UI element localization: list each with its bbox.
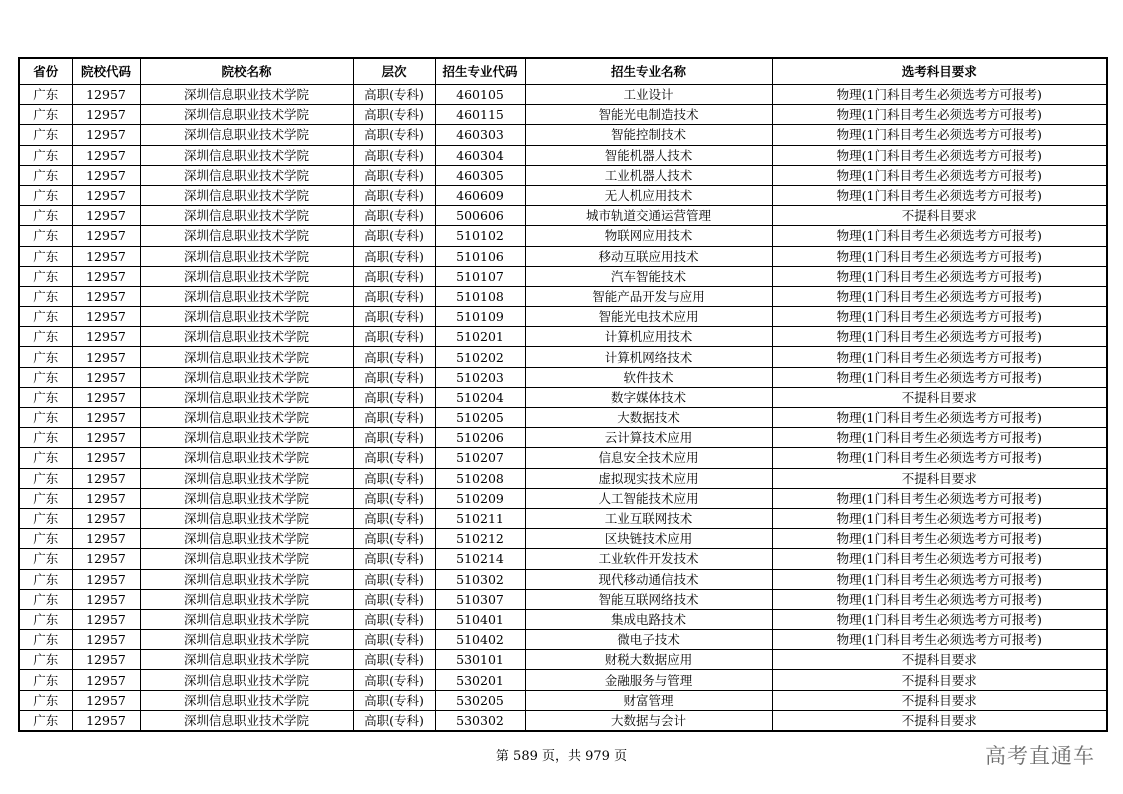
cell-school-code: 12957 [72,347,140,367]
cell-subject-requirement: 物理(1门科目考生必须选考方可报考) [772,286,1107,306]
cell-level: 高职(专科) [353,468,435,488]
cell-school-code: 12957 [72,206,140,226]
cell-major-name: 智能机器人技术 [525,145,772,165]
cell-school-code: 12957 [72,670,140,690]
cell-subject-requirement: 不提科目要求 [772,387,1107,407]
cell-major-code: 510207 [435,448,525,468]
cell-school-code: 12957 [72,529,140,549]
cell-school-name: 深圳信息职业技术学院 [140,488,353,508]
table-row [19,105,1107,125]
cell-school-name: 深圳信息职业技术学院 [140,408,353,428]
cell-subject-requirement: 物理(1门科目考生必须选考方可报考) [772,549,1107,569]
cell-major-name: 移动互联应用技术 [525,246,772,266]
header-row [19,58,1107,85]
table-row [19,630,1107,650]
cell-province: 广东 [19,589,72,609]
table-row [19,347,1107,367]
cell-subject-requirement: 物理(1门科目考生必须选考方可报考) [772,609,1107,629]
cell-major-code: 510209 [435,488,525,508]
cell-level: 高职(专科) [353,710,435,731]
cell-subject-requirement: 物理(1门科目考生必须选考方可报考) [772,105,1107,125]
cell-school-name: 深圳信息职业技术学院 [140,690,353,710]
cell-province: 广东 [19,327,72,347]
cell-school-code: 12957 [72,569,140,589]
table-row [19,670,1107,690]
cell-major-code: 530201 [435,670,525,690]
cell-subject-requirement: 物理(1门科目考生必须选考方可报考) [772,488,1107,508]
cell-school-name: 深圳信息职业技术学院 [140,428,353,448]
cell-school-code: 12957 [72,327,140,347]
table-row [19,125,1107,145]
cell-school-name: 深圳信息职业技术学院 [140,266,353,286]
cell-province: 广东 [19,145,72,165]
header-major-code: 招生专业代码 [435,58,525,85]
cell-major-code: 510214 [435,549,525,569]
cell-major-code: 510212 [435,529,525,549]
cell-major-name: 财税大数据应用 [525,650,772,670]
table-row [19,408,1107,428]
cell-major-name: 信息安全技术应用 [525,448,772,468]
cell-major-code: 510307 [435,589,525,609]
table-row [19,448,1107,468]
table-row [19,428,1107,448]
cell-province: 广东 [19,529,72,549]
cell-province: 广东 [19,428,72,448]
cell-province: 广东 [19,387,72,407]
cell-school-name: 深圳信息职业技术学院 [140,125,353,145]
cell-school-name: 深圳信息职业技术学院 [140,448,353,468]
cell-level: 高职(专科) [353,226,435,246]
cell-school-code: 12957 [72,589,140,609]
cell-level: 高职(专科) [353,185,435,205]
cell-school-name: 深圳信息职业技术学院 [140,670,353,690]
table-row [19,468,1107,488]
cell-major-name: 数字媒体技术 [525,387,772,407]
cell-major-name: 智能光电技术应用 [525,307,772,327]
cell-major-name: 大数据技术 [525,408,772,428]
table-row [19,165,1107,185]
table-row [19,589,1107,609]
cell-province: 广东 [19,448,72,468]
cell-province: 广东 [19,165,72,185]
cell-school-code: 12957 [72,609,140,629]
cell-major-name: 计算机网络技术 [525,347,772,367]
cell-school-name: 深圳信息职业技术学院 [140,650,353,670]
cell-major-code: 510302 [435,569,525,589]
cell-school-name: 深圳信息职业技术学院 [140,307,353,327]
cell-major-code: 510402 [435,630,525,650]
cell-school-code: 12957 [72,710,140,731]
cell-school-code: 12957 [72,85,140,105]
header-subject-requirement: 选考科目要求 [772,58,1107,85]
table-row [19,286,1107,306]
cell-major-name: 工业软件开发技术 [525,549,772,569]
cell-province: 广东 [19,266,72,286]
page-number: 第 589 页，共 979 页 [495,749,628,764]
cell-school-name: 深圳信息职业技术学院 [140,145,353,165]
cell-school-name: 深圳信息职业技术学院 [140,549,353,569]
cell-school-code: 12957 [72,630,140,650]
cell-level: 高职(专科) [353,125,435,145]
cell-major-code: 510204 [435,387,525,407]
cell-level: 高职(专科) [353,246,435,266]
cell-subject-requirement: 物理(1门科目考生必须选考方可报考) [772,428,1107,448]
cell-subject-requirement: 不提科目要求 [772,690,1107,710]
table-row [19,185,1107,205]
cell-school-name: 深圳信息职业技术学院 [140,630,353,650]
cell-major-code: 510401 [435,609,525,629]
cell-province: 广东 [19,690,72,710]
cell-major-name: 金融服务与管理 [525,670,772,690]
cell-major-name: 现代移动通信技术 [525,569,772,589]
cell-province: 广东 [19,670,72,690]
cell-subject-requirement: 物理(1门科目考生必须选考方可报考) [772,125,1107,145]
cell-province: 广东 [19,569,72,589]
cell-level: 高职(专科) [353,145,435,165]
table-row [19,508,1107,528]
cell-province: 广东 [19,508,72,528]
cell-school-code: 12957 [72,185,140,205]
cell-major-code: 510109 [435,307,525,327]
cell-subject-requirement: 物理(1门科目考生必须选考方可报考) [772,185,1107,205]
cell-major-name: 财富管理 [525,690,772,710]
cell-major-code: 500606 [435,206,525,226]
cell-school-code: 12957 [72,105,140,125]
cell-level: 高职(专科) [353,569,435,589]
cell-subject-requirement: 物理(1门科目考生必须选考方可报考) [772,246,1107,266]
cell-province: 广东 [19,609,72,629]
cell-school-code: 12957 [72,125,140,145]
cell-subject-requirement: 不提科目要求 [772,650,1107,670]
header-school-code: 院校代码 [72,58,140,85]
cell-school-name: 深圳信息职业技术学院 [140,85,353,105]
cell-level: 高职(专科) [353,105,435,125]
cell-level: 高职(专科) [353,165,435,185]
cell-province: 广东 [19,206,72,226]
cell-major-name: 汽车智能技术 [525,266,772,286]
cell-school-code: 12957 [72,367,140,387]
cell-level: 高职(专科) [353,307,435,327]
cell-school-code: 12957 [72,307,140,327]
cell-school-code: 12957 [72,650,140,670]
cell-major-name: 智能产品开发与应用 [525,286,772,306]
table-row [19,387,1107,407]
cell-major-code: 530302 [435,710,525,731]
cell-province: 广东 [19,488,72,508]
cell-province: 广东 [19,286,72,306]
cell-school-code: 12957 [72,488,140,508]
cell-major-name: 虚拟现实技术应用 [525,468,772,488]
cell-major-code: 530205 [435,690,525,710]
cell-major-code: 510108 [435,286,525,306]
table-row [19,690,1107,710]
cell-school-code: 12957 [72,226,140,246]
cell-major-code: 510206 [435,428,525,448]
cell-level: 高职(专科) [353,85,435,105]
cell-level: 高职(专科) [353,609,435,629]
cell-school-code: 12957 [72,468,140,488]
cell-school-name: 深圳信息职业技术学院 [140,206,353,226]
cell-subject-requirement: 物理(1门科目考生必须选考方可报考) [772,367,1107,387]
cell-school-name: 深圳信息职业技术学院 [140,105,353,125]
cell-school-name: 深圳信息职业技术学院 [140,347,353,367]
admission-table [18,57,1108,732]
table-row [19,367,1107,387]
cell-school-name: 深圳信息职业技术学院 [140,367,353,387]
cell-school-name: 深圳信息职业技术学院 [140,246,353,266]
cell-major-name: 智能互联网络技术 [525,589,772,609]
cell-major-code: 460105 [435,85,525,105]
cell-major-code: 460115 [435,105,525,125]
cell-province: 广东 [19,347,72,367]
cell-province: 广东 [19,185,72,205]
cell-major-code: 460609 [435,185,525,205]
cell-major-name: 城市轨道交通运营管理 [525,206,772,226]
cell-major-name: 人工智能技术应用 [525,488,772,508]
cell-subject-requirement: 物理(1门科目考生必须选考方可报考) [772,630,1107,650]
cell-major-name: 计算机应用技术 [525,327,772,347]
cell-major-name: 大数据与会计 [525,710,772,731]
cell-level: 高职(专科) [353,367,435,387]
cell-school-code: 12957 [72,428,140,448]
cell-province: 广东 [19,246,72,266]
table-body [19,85,1107,732]
cell-major-name: 工业互联网技术 [525,508,772,528]
cell-major-name: 物联网应用技术 [525,226,772,246]
cell-subject-requirement: 不提科目要求 [772,468,1107,488]
table-row [19,569,1107,589]
cell-province: 广东 [19,710,72,731]
table-row [19,488,1107,508]
cell-subject-requirement: 物理(1门科目考生必须选考方可报考) [772,327,1107,347]
cell-level: 高职(专科) [353,630,435,650]
cell-school-name: 深圳信息职业技术学院 [140,327,353,347]
cell-major-code: 510208 [435,468,525,488]
cell-level: 高职(专科) [353,286,435,306]
cell-level: 高职(专科) [353,589,435,609]
cell-school-name: 深圳信息职业技术学院 [140,468,353,488]
cell-major-name: 工业设计 [525,85,772,105]
cell-level: 高职(专科) [353,266,435,286]
cell-school-code: 12957 [72,408,140,428]
cell-subject-requirement: 物理(1门科目考生必须选考方可报考) [772,448,1107,468]
header-major-name: 招生专业名称 [525,58,772,85]
header-province: 省份 [19,58,72,85]
cell-province: 广东 [19,226,72,246]
cell-province: 广东 [19,630,72,650]
cell-school-code: 12957 [72,286,140,306]
cell-major-name: 区块链技术应用 [525,529,772,549]
cell-level: 高职(专科) [353,408,435,428]
cell-school-code: 12957 [72,246,140,266]
cell-school-name: 深圳信息职业技术学院 [140,589,353,609]
cell-school-code: 12957 [72,145,140,165]
cell-major-code: 510102 [435,226,525,246]
cell-province: 广东 [19,125,72,145]
cell-level: 高职(专科) [353,508,435,528]
cell-subject-requirement: 物理(1门科目考生必须选考方可报考) [772,165,1107,185]
cell-province: 广东 [19,549,72,569]
cell-province: 广东 [19,650,72,670]
cell-province: 广东 [19,408,72,428]
cell-subject-requirement: 物理(1门科目考生必须选考方可报考) [772,589,1107,609]
cell-major-name: 云计算技术应用 [525,428,772,448]
cell-school-code: 12957 [72,549,140,569]
table-row [19,710,1107,731]
cell-school-name: 深圳信息职业技术学院 [140,710,353,731]
header-level: 层次 [353,58,435,85]
cell-school-name: 深圳信息职业技术学院 [140,387,353,407]
table-row [19,85,1107,105]
table-row [19,226,1107,246]
cell-level: 高职(专科) [353,347,435,367]
table-row [19,246,1107,266]
cell-school-name: 深圳信息职业技术学院 [140,529,353,549]
cell-subject-requirement: 不提科目要求 [772,710,1107,731]
cell-major-code: 510107 [435,266,525,286]
table-row [19,529,1107,549]
cell-province: 广东 [19,468,72,488]
cell-subject-requirement: 不提科目要求 [772,206,1107,226]
cell-subject-requirement: 物理(1门科目考生必须选考方可报考) [772,307,1107,327]
cell-major-code: 460305 [435,165,525,185]
table-row [19,307,1107,327]
table-row [19,145,1107,165]
cell-subject-requirement: 物理(1门科目考生必须选考方可报考) [772,347,1107,367]
cell-level: 高职(专科) [353,670,435,690]
cell-major-code: 460304 [435,145,525,165]
cell-subject-requirement: 物理(1门科目考生必须选考方可报考) [772,266,1107,286]
cell-major-code: 510203 [435,367,525,387]
cell-level: 高职(专科) [353,448,435,468]
cell-school-name: 深圳信息职业技术学院 [140,286,353,306]
cell-subject-requirement: 物理(1门科目考生必须选考方可报考) [772,145,1107,165]
cell-major-name: 软件技术 [525,367,772,387]
header-school-name: 院校名称 [140,58,353,85]
cell-school-name: 深圳信息职业技术学院 [140,609,353,629]
cell-subject-requirement: 不提科目要求 [772,670,1107,690]
cell-major-name: 集成电路技术 [525,609,772,629]
table-row [19,549,1107,569]
table-row [19,266,1107,286]
table-row [19,327,1107,347]
cell-level: 高职(专科) [353,488,435,508]
table-row [19,650,1107,670]
cell-subject-requirement: 物理(1门科目考生必须选考方可报考) [772,529,1107,549]
cell-level: 高职(专科) [353,387,435,407]
table-header [19,58,1107,85]
cell-school-code: 12957 [72,690,140,710]
cell-school-code: 12957 [72,448,140,468]
cell-province: 广东 [19,367,72,387]
cell-major-code: 510211 [435,508,525,528]
cell-school-name: 深圳信息职业技术学院 [140,569,353,589]
cell-school-name: 深圳信息职业技术学院 [140,226,353,246]
watermark-logo: 高考直通车 [985,744,1095,768]
cell-school-name: 深圳信息职业技术学院 [140,508,353,528]
cell-school-code: 12957 [72,266,140,286]
cell-school-name: 深圳信息职业技术学院 [140,165,353,185]
cell-subject-requirement: 物理(1门科目考生必须选考方可报考) [772,226,1107,246]
cell-level: 高职(专科) [353,529,435,549]
cell-level: 高职(专科) [353,650,435,670]
cell-level: 高职(专科) [353,428,435,448]
cell-school-name: 深圳信息职业技术学院 [140,185,353,205]
cell-subject-requirement: 物理(1门科目考生必须选考方可报考) [772,508,1107,528]
cell-major-code: 510201 [435,327,525,347]
cell-school-code: 12957 [72,508,140,528]
cell-major-code: 530101 [435,650,525,670]
cell-level: 高职(专科) [353,690,435,710]
cell-province: 广东 [19,85,72,105]
cell-subject-requirement: 物理(1门科目考生必须选考方可报考) [772,85,1107,105]
cell-level: 高职(专科) [353,549,435,569]
cell-school-code: 12957 [72,165,140,185]
table-row [19,206,1107,226]
cell-major-code: 510202 [435,347,525,367]
cell-major-name: 无人机应用技术 [525,185,772,205]
cell-major-name: 工业机器人技术 [525,165,772,185]
cell-major-name: 智能光电制造技术 [525,105,772,125]
cell-school-code: 12957 [72,387,140,407]
cell-major-name: 微电子技术 [525,630,772,650]
cell-level: 高职(专科) [353,327,435,347]
table-row [19,609,1107,629]
cell-major-code: 460303 [435,125,525,145]
cell-province: 广东 [19,307,72,327]
cell-subject-requirement: 物理(1门科目考生必须选考方可报考) [772,408,1107,428]
cell-province: 广东 [19,105,72,125]
cell-major-name: 智能控制技术 [525,125,772,145]
cell-level: 高职(专科) [353,206,435,226]
cell-subject-requirement: 物理(1门科目考生必须选考方可报考) [772,569,1107,589]
cell-major-code: 510106 [435,246,525,266]
cell-major-code: 510205 [435,408,525,428]
